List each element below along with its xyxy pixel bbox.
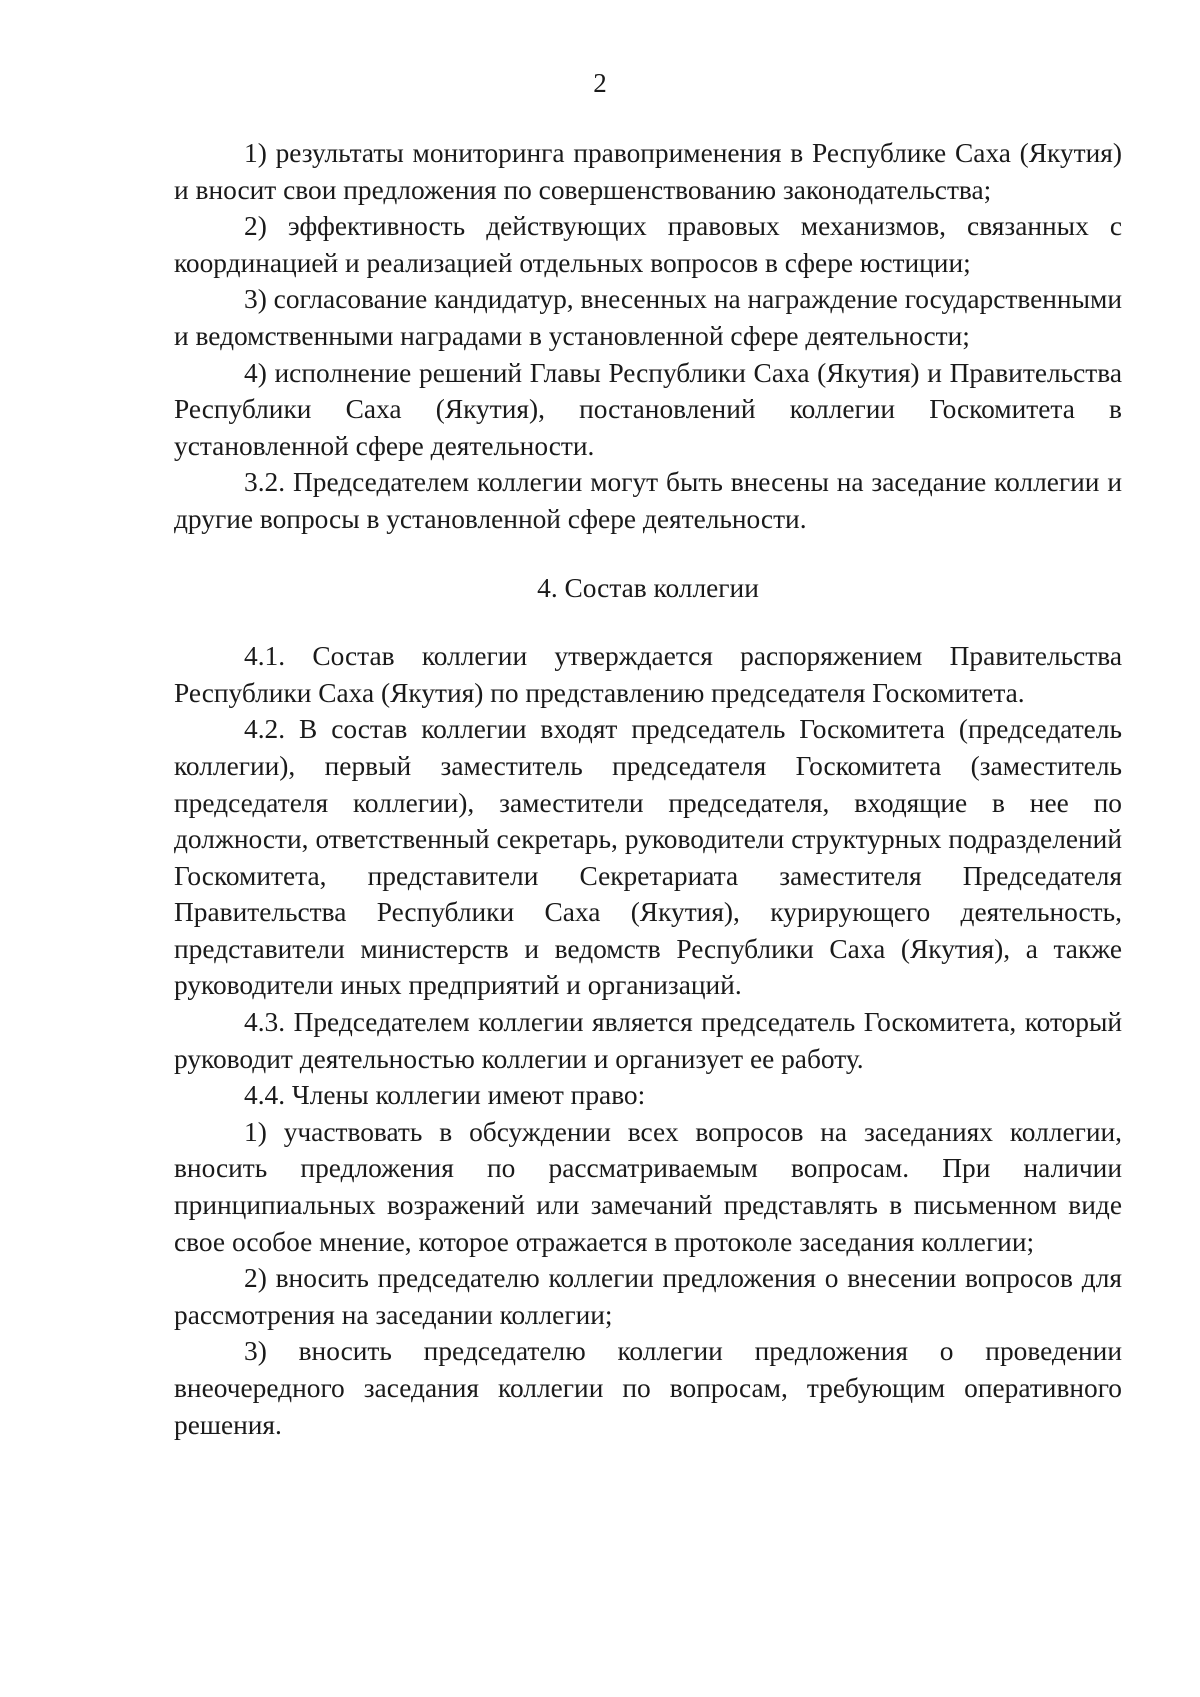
- paragraph-4-2: 4.2. В состав коллегии входят председатель Госкомитета (председатель коллегии), первый заместитель председателя Госкомитета (заместитель председателя коллегии), заместители председателя, входящие в нее по должности, ответственный секретарь, руководители структурных подразделений Госкомитета, представители Секретариата заместителя Председателя Правительства Республики Саха (Якутия), курирующего деятельность, представители министерств и ведомств Республики Саха (Якутия), а также руководители иных предприятий и организаций.: [174, 714, 1122, 1001]
- page-number: 2: [593, 68, 607, 98]
- paragraph-item-3: 3) согласование кандидатур, внесенных на награждение государственными и ведомственными наградами в установленной сфере деятельности;: [174, 284, 1122, 351]
- paragraph-4-4: 4.4. Члены коллегии имеют право:: [244, 1080, 646, 1111]
- paragraph-3-2: 3.2. Председателем коллегии могут быть внесены на заседание коллегии и другие вопросы в установленной сфере деятельности.: [174, 467, 1122, 534]
- rights-item-3: 3) вносить председателю коллегии предложения о проведении внеочередного заседания коллегии по вопросам, требующим оперативного решения.: [174, 1336, 1122, 1440]
- section-heading: 4. Состав коллегии: [537, 572, 759, 603]
- paragraph-item-4: 4) исполнение решений Главы Республики Саха (Якутия) и Правительства Республики Саха (Якутия), постановлений коллегии Госкомитета в установленной сфере деятельности.: [174, 357, 1122, 461]
- paragraph-4-3: 4.3. Председателем коллегии является председатель Госкомитета, который руководит деятельностью коллегии и организует ее работу.: [174, 1007, 1122, 1074]
- paragraph-4-1: 4.1. Состав коллегии утверждается распоряжением Правительства Республики Саха (Якутия) по представлению председателя Госкомитета.: [174, 641, 1122, 708]
- document-body: [174, 135, 1122, 1443]
- rights-item-2: 2) вносить председателю коллегии предложения о внесении вопросов для рассмотрения на заседании коллегии;: [174, 1263, 1122, 1330]
- paragraph-item-1: 1) результаты мониторинга правоприменения в Республике Саха (Якутия) и вносит свои предложения по совершенствованию законодательства;: [174, 138, 1122, 205]
- paragraph-item-2: 2) эффективность действующих правовых механизмов, связанных с координацией и реализацией отдельных вопросов в сфере юстиции;: [174, 211, 1122, 278]
- rights-item-1: 1) участвовать в обсуждении всех вопросов на заседаниях коллегии, вносить предложения по рассматриваемым вопросам. При наличии принципиальных возражений или замечаний представлять в письменном виде свое особое мнение, которое отражается в протоколе заседания коллегии;: [174, 1116, 1122, 1257]
